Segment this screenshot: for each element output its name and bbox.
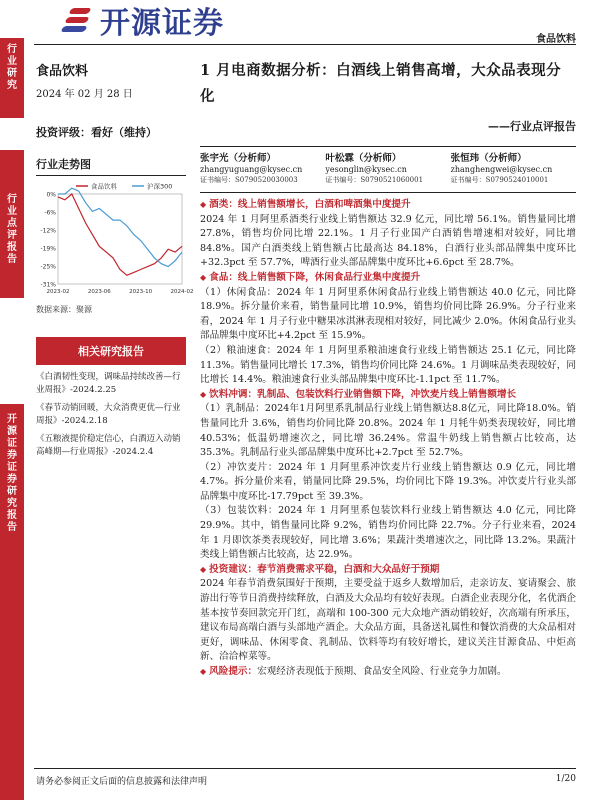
sidebar-char: 研: [7, 486, 17, 497]
report-date: 2024 年 02 月 28 日: [36, 89, 133, 100]
y-tick-label: -6%: [44, 209, 56, 217]
y-tick-label: -12%: [40, 227, 56, 235]
section-heading: [200, 271, 576, 286]
paragraph: （2）粮油速食：2024 年 1 月阿里系粮油速食行业线上销售额达 25.1 亿元，同比降 11.3%。销售量同比增长 17.3%，销售均价同比降 24.6%。1 月调味品类表现较好，同比增长 14.4%。粮油速食行业头部品牌集中度环比-1.1pct 至 11.7%。: [200, 344, 576, 386]
section-heading-text: 食品：线上销售额下降，休闲食品行业集中度提升: [209, 271, 421, 283]
sidebar-char: 行: [7, 194, 17, 205]
section-heading: [200, 198, 576, 213]
y-tick-label: -25%: [40, 263, 56, 271]
logo-icon: [62, 6, 92, 34]
paragraph: （1）乳制品：2024年1月阿里系乳制品行业线上销售额达8.8亿元，同比降18.0%。销售量同比升 3.6%，销售均价同比降 20.8%。2024 年 1 月牦牛奶类表现较好，同比增 40.53%；低温奶增速次之，同比增 36.24%。常温牛奶线上销售额占比较高，达 35.3%。乳制品行业头部品牌集中度环比+2.7pct 至 52.7%。: [200, 403, 576, 459]
section-heading: [200, 388, 576, 403]
chart-frame: [58, 194, 182, 284]
sidebar-char: 行: [7, 44, 17, 55]
analyst-name: 张宇光（分析师）: [200, 153, 277, 164]
analyst-name: 叶松霖（分析师）: [325, 153, 402, 164]
footer-divider: [34, 768, 576, 769]
risk-line: [200, 665, 576, 680]
trend-chart-title: 行业走势图: [36, 156, 186, 176]
analyst-cert: 证书编号：S0790521060001: [325, 176, 424, 184]
related-report-link[interactable]: 《春节动销回暖，大众消费更优—行业周报》-2024.2.18: [36, 403, 181, 426]
section-heading: [200, 563, 576, 578]
report-title: 1 月电商数据分析：白酒线上销售高增，大众品表现分化: [200, 62, 562, 105]
report-body: [200, 192, 576, 680]
x-tick-label: 2023-10: [129, 289, 153, 295]
section-heading-text: 酒类：线上销售额增长，白酒和啤酒集中度提升: [209, 199, 411, 210]
sidebar-tag-report-type: [0, 150, 24, 298]
sidebar-char: 源: [7, 426, 17, 437]
analyst-card: [200, 153, 325, 186]
main-column: [200, 58, 576, 680]
report-subtitle: ——行业点评报告: [488, 120, 576, 133]
risk-label: 风险提示：: [209, 666, 258, 677]
y-tick-label: 0%: [46, 191, 56, 199]
analyst-name: 张恒玮（分析师）: [450, 153, 527, 164]
analyst-cert: 证书编号：S0790520030003: [200, 176, 298, 184]
bullet-icon: ◆: [200, 389, 207, 399]
sidebar-char: 告: [7, 254, 17, 265]
sidebar-char: 业: [7, 206, 17, 217]
sidebar-char: 点: [7, 218, 17, 229]
sidebar-char: 券: [7, 450, 17, 461]
investment-rating: 投资评级：看好（维持）: [36, 126, 157, 139]
related-reports-title: 相关研究报告: [36, 337, 186, 365]
analyst-email[interactable]: zhangyuguang@kysec.cn: [200, 165, 303, 174]
sidebar-char: 究: [7, 498, 17, 509]
paragraph: （3）包装饮料：2024 年 1 月阿里系包装饮料行业线上销售额达 4.0 亿元，同比降 29.9%。其中，销售量同比降 9.2%，销售均价同比降 22.7%。分子行业来看，2024 年 1 月即饮茶类表现较好，同比增 3.6%；果蔬汁类增速次之，同比降 13.2%。果蔬汁类线上销售额占比较高，达 22.9%。: [200, 505, 576, 561]
section-heading-text: 投资建议：春节消费需求平稳，白酒和大众品好于预期: [209, 563, 440, 575]
trend-chart: [36, 180, 194, 300]
paragraph: （1）休闲食品：2024 年 1 月阿里系休闲食品行业线上销售额达 40.0 亿元，同比降 18.9%。拆分量价来看，销售量同比增 10.9%，销售均价同比降 26.9%。分子行业来看，2024 年 1 月子行业中糖果冰淇淋表现相对较好，同比减少 2.0%。休闲食品行业头部品牌集中度环比+4.2pct 至 15.9%。: [200, 286, 576, 342]
paragraph: 2024 年 1 月阿里系酒类行业线上销售额达 32.9 亿元，同比增 56.1%。销售量同比增 27.8%，销售均价同比增 22.1%。1 月子行业国产白酒销售增速相对较好，同比增 84.8%。国产白酒类线上销售额占比最高达 84.18%，白酒行业头部品牌集中度环比+32.3pct 至 57.7%，啤酒行业头部品牌集中度环比+6.6pct 至 28.7%。: [200, 213, 576, 269]
y-tick-label: -19%: [40, 245, 56, 253]
series-line-1: [58, 194, 182, 275]
header-divider: [34, 44, 576, 45]
bullet-icon: ◆: [200, 667, 207, 676]
header-sector-tag: 食品饮料: [536, 34, 576, 45]
related-report-link[interactable]: 《白酒韧性变现，调味品持续改善—行业周报》-2024.2.25: [36, 372, 181, 395]
related-report-link[interactable]: 《五粮液提价稳定信心，白酒迈入动销高峰期—行业周报》-2024.2.4: [36, 434, 181, 457]
sidebar-char: 告: [7, 522, 17, 533]
bullet-icon: ◆: [200, 272, 207, 282]
analyst-cert: 证书编号：S0790524010001: [450, 176, 549, 184]
x-tick-label: 2024-02: [170, 289, 194, 295]
sidebar-tag-industry-research: [0, 38, 24, 118]
sidebar-char: 证: [7, 462, 17, 473]
legend-label: 沪深300: [147, 182, 173, 191]
sidebar: [0, 0, 24, 800]
y-tick-label: -31%: [40, 281, 56, 289]
sidebar-char: 报: [7, 242, 17, 253]
bullet-icon: ◆: [200, 564, 207, 574]
brand-logo: [62, 2, 224, 41]
legend-label: 食品饮料: [91, 182, 117, 191]
related-reports-list: [36, 371, 186, 459]
analyst-email[interactable]: zhanghengwei@kysec.cn: [450, 165, 553, 174]
analyst-card: [325, 153, 450, 186]
brand-name: 开源证券: [100, 6, 224, 41]
analyst-list: [200, 146, 576, 186]
footer-disclaimer: 请务必参阅正文后面的信息披露和法律声明: [36, 777, 208, 787]
sidebar-char: 开: [7, 414, 17, 425]
analyst-email[interactable]: yesonglin@kysec.cn: [325, 165, 407, 174]
bullet-icon: ◆: [200, 200, 207, 209]
sidebar-char: 究: [7, 80, 17, 91]
paragraph: （2）冲饮麦片：2024 年 1 月阿里系冲饮麦片行业线上销售额达 0.9 亿元，同比增 4.7%。拆分量价来看，销量同比降 29.5%，均价同比下降 19.3%。冲饮麦片行业头部品牌集中度环比-17.79pct 至 39.3%。: [200, 461, 576, 502]
sidebar-char: 研: [7, 68, 17, 79]
page-number: 1/20: [555, 774, 576, 784]
left-column: [36, 60, 194, 464]
chart-source: 数据来源：聚源: [36, 305, 92, 314]
x-tick-label: 2023-06: [87, 289, 111, 295]
sidebar-char: 业: [7, 56, 17, 67]
x-tick-label: 2023-02: [46, 289, 70, 295]
sidebar-char: 评: [7, 230, 17, 241]
sidebar-char: 证: [7, 438, 17, 449]
sidebar-char: 券: [7, 474, 17, 485]
analyst-card: [451, 153, 576, 186]
risk-text: 宏观经济表现低于预期、食品安全风险、行业竞争力加剧。: [257, 666, 507, 677]
sector-name: 食品饮料: [36, 64, 89, 79]
trend-chart-svg: [36, 180, 194, 300]
section-heading-text: 饮料冲调：乳制品、包装饮料行业销售额下降，冲饮麦片线上销售额增长: [209, 388, 517, 400]
sidebar-tag-brokerage: [0, 404, 24, 800]
paragraph: 2024 年春节消费氛围好于预期，主要受益于返乡人数增加后，走亲访友、宴请聚会、旅游出行等节日消费持续释放，白酒及大众品均有较好表现。白酒企业表现分化，名优酒企基本按节奏回款完开门红，高端和 100-300 元大众地产酒动销较好，次高端有所承压，建议布局高端白酒与头部地产酒企。大众品方面，具备送礼属性和餐饮消费的大众品相对更好，调味品、休闲零食、乳制品、饮料等均有较好增长，建议关注甘源食品、中炬高新、洽洽榨菜等。: [200, 578, 576, 663]
sidebar-char: 报: [7, 510, 17, 521]
